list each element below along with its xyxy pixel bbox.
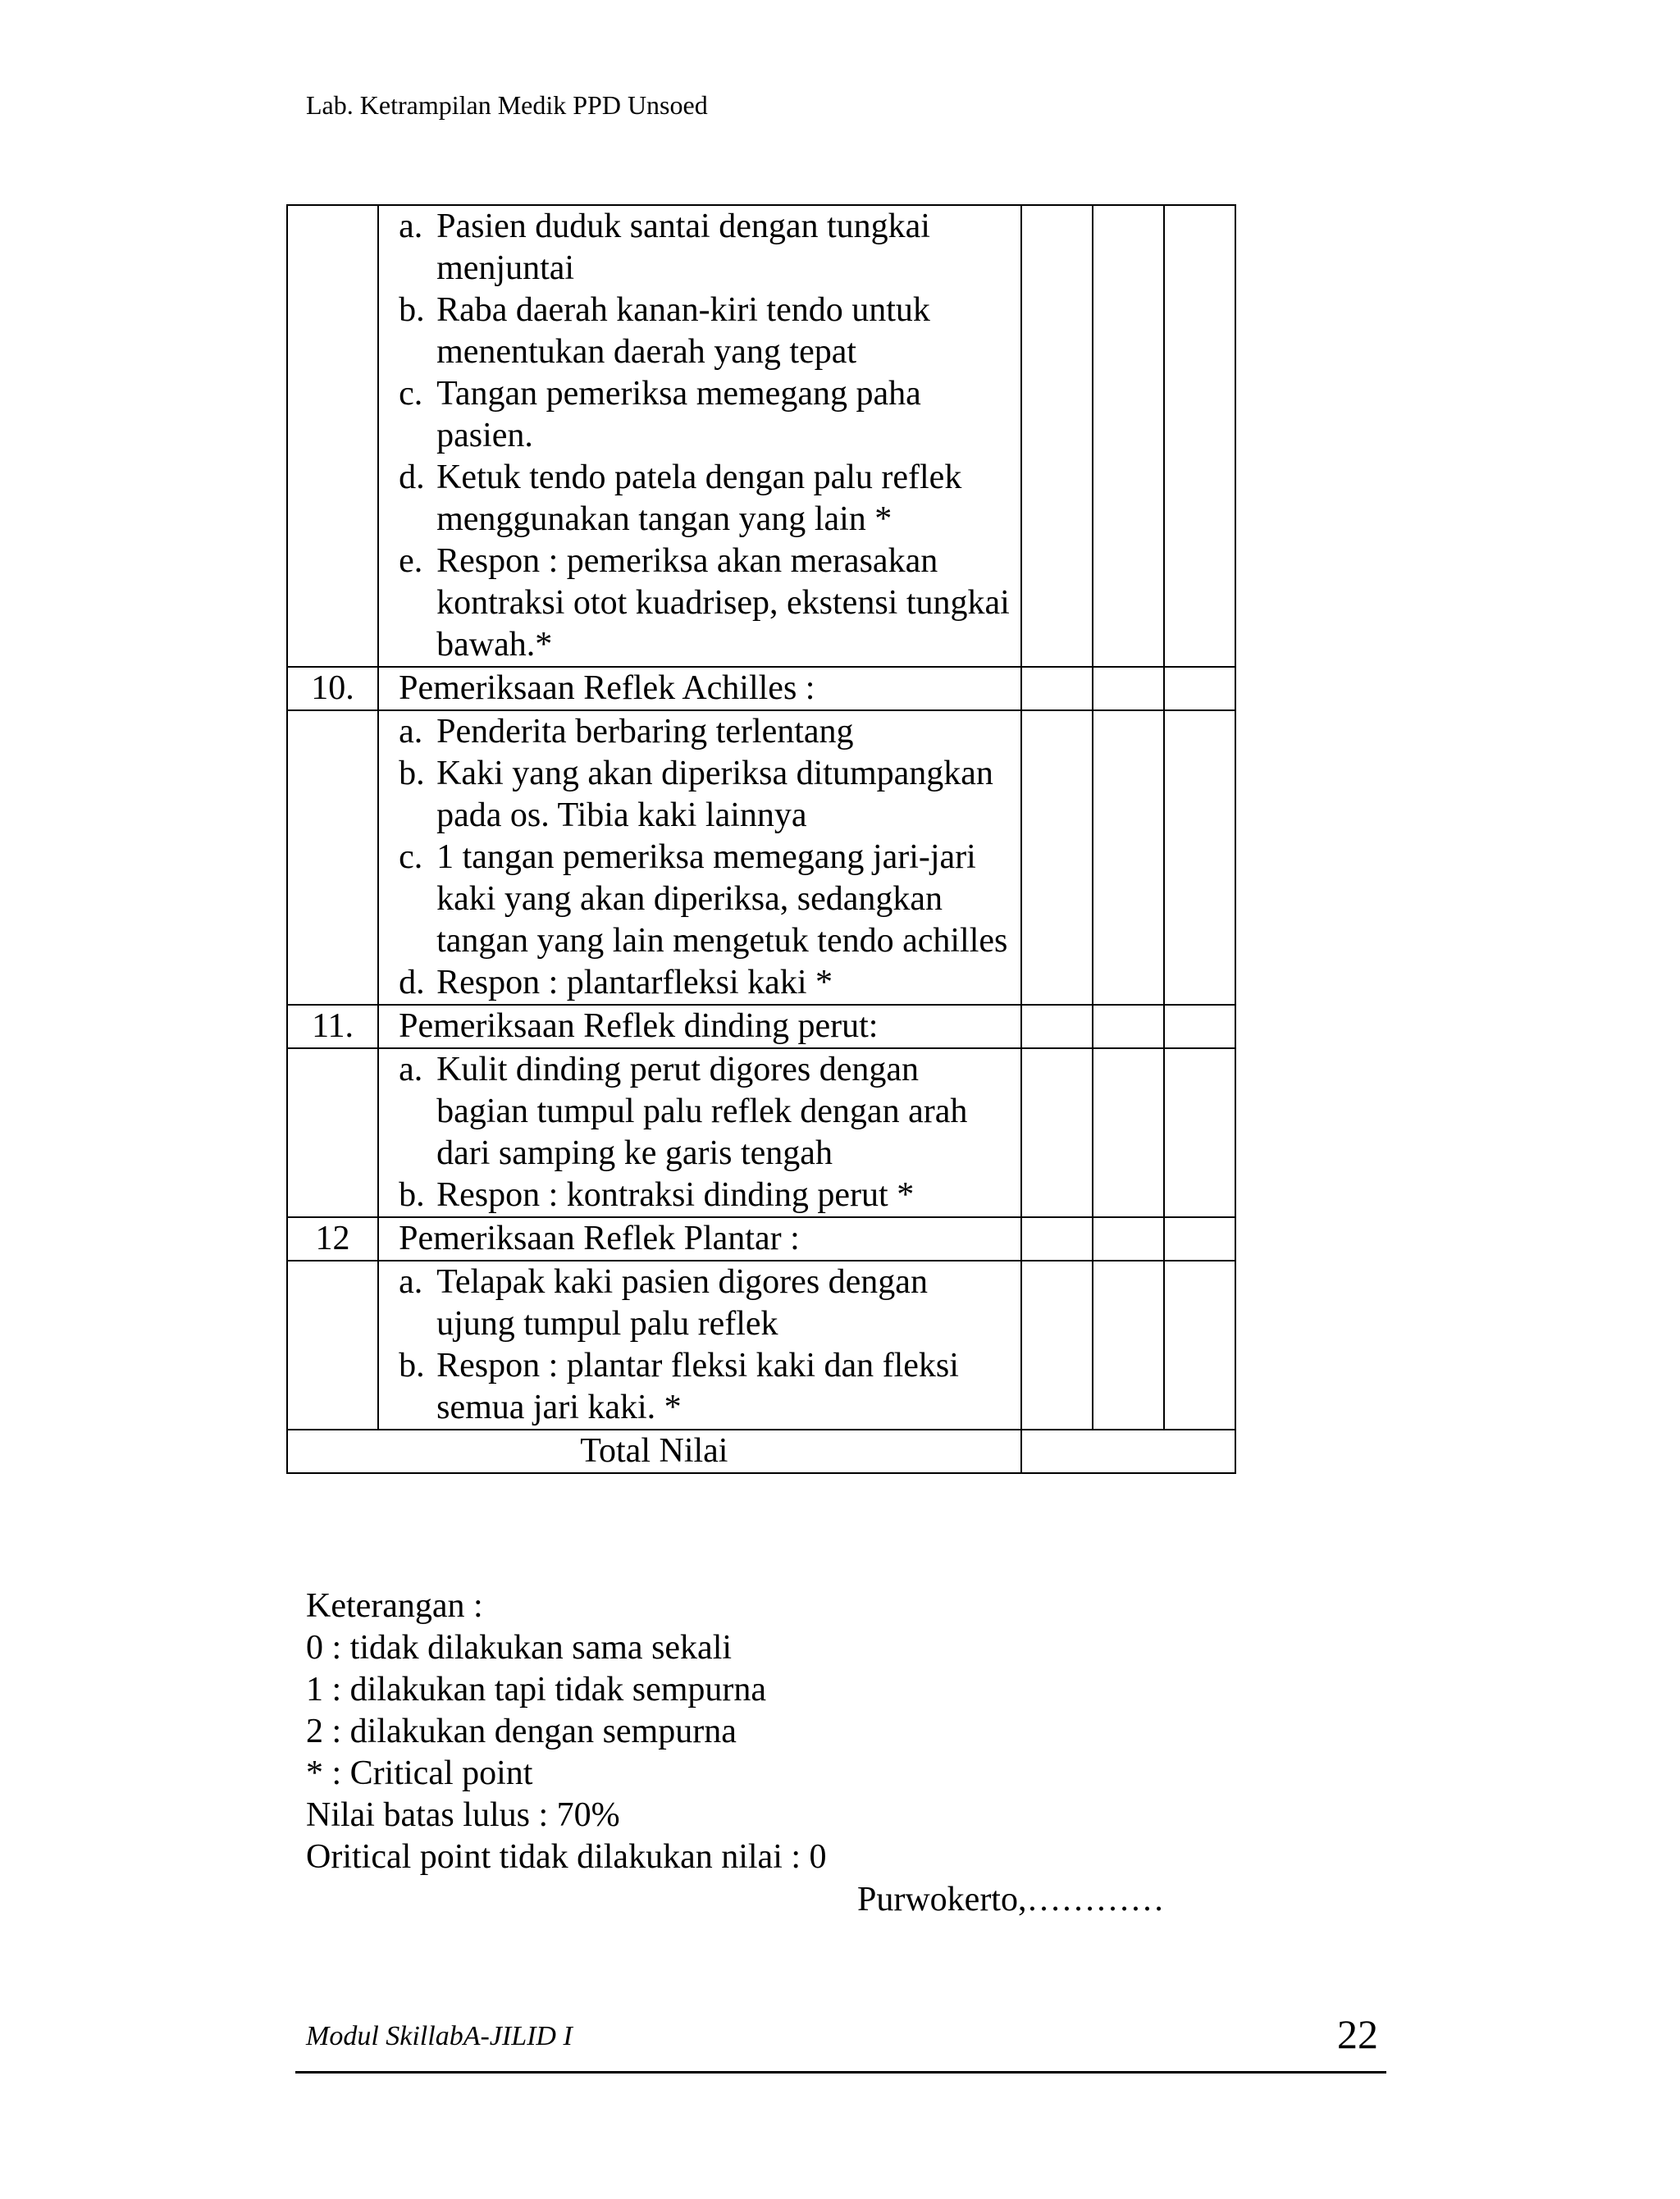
row-description-cell: Pemeriksaan Reflek dinding perut: <box>378 1005 1021 1048</box>
table-row-total <box>287 1430 1235 1473</box>
step-text: 1 tangan pemeriksa memegang jari-jari kaki yang akan diperiksa, sedangkan tangan yang lain mengetuk tendo achilles <box>436 838 1008 960</box>
table-row-steps <box>287 710 1235 1005</box>
step-letter: b. <box>399 1347 425 1385</box>
legend-title: Keterangan : <box>306 1587 483 1625</box>
step-item <box>399 1345 1012 1429</box>
table-row-heading <box>287 1005 1235 1048</box>
step-list <box>399 711 1012 1004</box>
legend-block <box>306 1585 827 1878</box>
score-cell-2 <box>1164 710 1235 1005</box>
step-item <box>399 290 1012 373</box>
row-number-cell <box>287 205 378 667</box>
step-text: Respon : plantar fleksi kaki dan fleksi semua jari kaki. * <box>436 1347 959 1426</box>
row-number-cell <box>287 1048 378 1217</box>
score-cell-2 <box>1164 667 1235 710</box>
row-description-cell: Pemeriksaan Reflek Achilles : <box>378 667 1021 710</box>
step-text: Respon : kontraksi dinding perut * <box>436 1176 915 1214</box>
step-letter: a. <box>399 1263 423 1301</box>
checklist-table <box>286 204 1236 1474</box>
table-row-heading <box>287 1217 1235 1261</box>
step-text: Respon : pemeriksa akan merasakan kontraksi otot kuadrisep, ekstensi tungkai bawah.* <box>436 542 1010 664</box>
row-description-cell <box>378 205 1021 667</box>
step-text: Telapak kaki pasien digores dengan ujung tumpul palu reflek <box>436 1263 928 1343</box>
step-item <box>399 541 1012 666</box>
step-letter: e. <box>399 542 423 580</box>
page-number: 22 <box>1337 2011 1378 2057</box>
step-list <box>399 206 1012 666</box>
score-cell-0 <box>1021 1048 1093 1217</box>
legend-line: Nilai batas lulus : 70% <box>306 1796 620 1834</box>
step-text: Pasien duduk santai dengan tungkai menjuntai <box>436 208 930 287</box>
score-cell-1 <box>1093 1261 1164 1430</box>
step-item <box>399 457 1012 541</box>
score-cell-2 <box>1164 1261 1235 1430</box>
score-cell-0 <box>1021 205 1093 667</box>
score-cell-1 <box>1093 1048 1164 1217</box>
score-cell-1 <box>1093 667 1164 710</box>
footer-title: Modul SkillabA-JILID I <box>306 2021 573 2051</box>
step-item <box>399 1175 1012 1216</box>
step-text: Kulit dinding perut digores dengan bagian tumpul palu reflek dengan arah dari samping ke garis tengah <box>436 1051 968 1172</box>
step-text: Respon : plantarfleksi kaki * <box>436 964 833 1001</box>
step-letter: b. <box>399 291 425 329</box>
legend-line: 0 : tidak dilakukan sama sekali <box>306 1629 733 1667</box>
step-letter: a. <box>399 208 423 245</box>
step-letter: b. <box>399 755 425 792</box>
checklist-table-body <box>287 205 1235 1473</box>
table-row-heading <box>287 667 1235 710</box>
score-cell-1 <box>1093 1005 1164 1048</box>
step-item <box>399 962 1012 1004</box>
row-description-cell <box>378 1048 1021 1217</box>
legend-line: * : Critical point <box>306 1754 533 1792</box>
step-text: Ketuk tendo patela dengan palu reflek menggunakan tangan yang lain * <box>436 459 962 538</box>
table-row-steps <box>287 1261 1235 1430</box>
score-cell-1 <box>1093 205 1164 667</box>
step-item <box>399 1049 1012 1175</box>
step-item <box>399 1261 1012 1345</box>
score-cell-0 <box>1021 667 1093 710</box>
step-text: Kaki yang akan diperiksa ditumpangkan pada os. Tibia kaki lainnya <box>436 755 993 834</box>
step-letter: a. <box>399 1051 423 1088</box>
total-label: Total Nilai <box>287 1430 1021 1473</box>
step-item <box>399 373 1012 457</box>
legend-line: 2 : dilakukan dengan sempurna <box>306 1713 737 1750</box>
running-header: Lab. Ketrampilan Medik PPD Unsoed <box>306 90 708 120</box>
row-number-cell <box>287 710 378 1005</box>
step-letter: b. <box>399 1176 425 1214</box>
score-cell-0 <box>1021 1217 1093 1261</box>
score-cell-2 <box>1164 1217 1235 1261</box>
legend-line: Oritical point tidak dilakukan nilai : 0 <box>306 1838 827 1876</box>
table-row-steps <box>287 205 1235 667</box>
table-row-steps <box>287 1048 1235 1217</box>
row-description-cell <box>378 710 1021 1005</box>
row-number-cell: 11. <box>287 1005 378 1048</box>
score-cell-2 <box>1164 205 1235 667</box>
score-cell-1 <box>1093 1217 1164 1261</box>
place-date: Purwokerto,………… <box>857 1881 1165 1918</box>
row-description-cell <box>378 1261 1021 1430</box>
row-description-cell: Pemeriksaan Reflek Plantar : <box>378 1217 1021 1261</box>
step-list <box>399 1049 1012 1216</box>
row-number-cell <box>287 1261 378 1430</box>
step-letter: d. <box>399 459 425 496</box>
step-item <box>399 711 1012 753</box>
step-item <box>399 837 1012 962</box>
step-list <box>399 1261 1012 1429</box>
step-letter: d. <box>399 964 425 1001</box>
score-cell-0 <box>1021 710 1093 1005</box>
score-cell-1 <box>1093 710 1164 1005</box>
step-item <box>399 206 1012 290</box>
footer-rule <box>295 2071 1386 2074</box>
step-letter: c. <box>399 838 423 876</box>
step-text: Tangan pemeriksa memegang paha pasien. <box>436 375 921 454</box>
step-letter: c. <box>399 375 423 413</box>
step-letter: a. <box>399 713 423 750</box>
step-text: Penderita berbaring terlentang <box>436 713 854 750</box>
legend-line: 1 : dilakukan tapi tidak sempurna <box>306 1671 767 1709</box>
score-cell-2 <box>1164 1048 1235 1217</box>
row-number-cell: 12 <box>287 1217 378 1261</box>
step-item <box>399 753 1012 837</box>
score-cell-0 <box>1021 1261 1093 1430</box>
score-cell-2 <box>1164 1005 1235 1048</box>
step-text: Raba daerah kanan-kiri tendo untuk menentukan daerah yang tepat <box>436 291 930 371</box>
score-cell-0 <box>1021 1005 1093 1048</box>
total-value-cell <box>1021 1430 1235 1473</box>
row-number-cell: 10. <box>287 667 378 710</box>
